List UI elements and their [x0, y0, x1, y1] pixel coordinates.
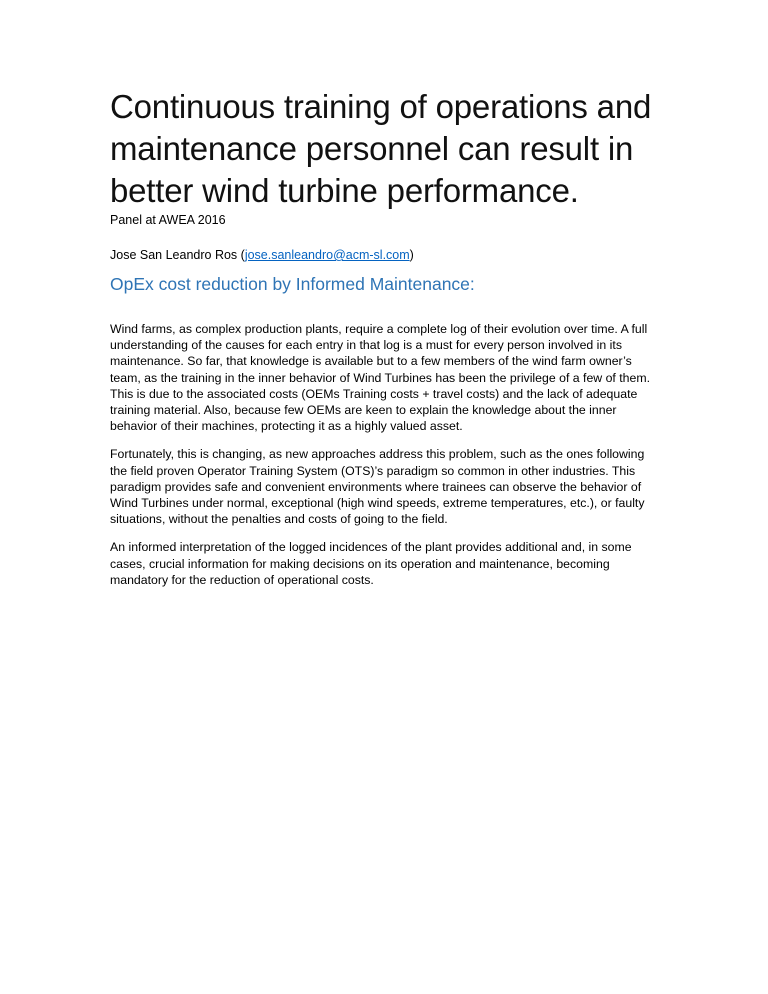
document-title: Continuous training of operations and maintenance personnel can result in better wind turbine performance.	[110, 88, 652, 209]
paragraph-1: Wind farms, as complex production plants, require a complete log of their evolution over time. A full understanding of the causes for each entry in that log is a must for every person involved in its maintenance. So far, that knowledge is available but to a few members of the wind farm owner’s team, as the training in the inner behavior of Wind Turbines has been the privilege of a few of them. This is due to the associated costs (OEMs Training costs + travel costs) and the lack of adequate training material. Also, because few OEMs are keen to explain the knowledge about the inner behavior of their machines, protecting it as a highly valued asset.	[110, 322, 651, 434]
author-line	[110, 247, 660, 263]
section-heading: OpEx cost reduction by Informed Maintenance:	[110, 274, 475, 294]
author-name: Jose San Leandro Ros (	[110, 248, 245, 262]
document-page	[110, 86, 660, 600]
paragraph-3: An informed interpretation of the logged incidences of the plant provides additional and, in some cases, crucial information for making decisions on its operation and maintenance, becoming mandatory for the reduction of operational costs.	[110, 540, 632, 587]
author-email-link[interactable]: jose.sanleandro@acm-sl.com	[244, 248, 410, 262]
author-name-suffix: )	[409, 248, 414, 262]
document-subtitle: Panel at AWEA 2016	[110, 213, 226, 227]
paragraph-2: Fortunately, this is changing, as new approaches address this problem, such as the ones following the field proven Operator Training System (OTS)’s paradigm so common in other industries. This paradigm provides safe and convenient environments where trainees can observe the behavior of Wind Turbines under normal, exceptional (high wind speeds, extreme temperatures, etc.), or faulty situations, without the penalties and costs of going to the field.	[110, 447, 645, 527]
